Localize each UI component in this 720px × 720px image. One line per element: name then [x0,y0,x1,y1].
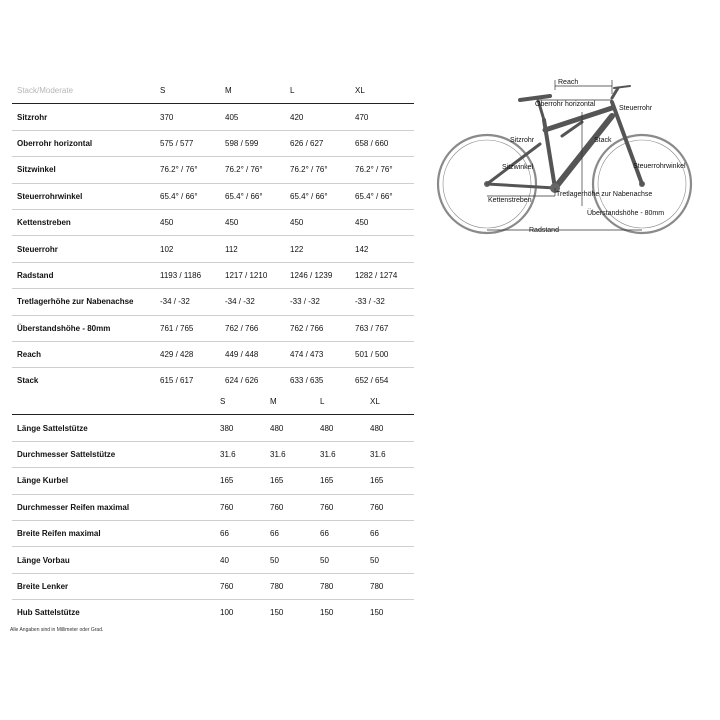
header-size: XL [350,78,414,104]
header-size: XL [365,389,414,415]
table-row [12,183,414,209]
cell-value: 762 / 766 [220,315,285,341]
table-row [12,341,414,367]
label-radstand: Radstand [529,227,559,234]
cell-value: 100 [220,608,234,618]
cell-value: 142 [350,236,414,262]
header-size: L [285,78,350,104]
cell-value: 150 [370,608,384,618]
cell-value: 575 / 577 [155,130,220,156]
cell-value: 760 [265,494,315,520]
cell-value: 165 [365,468,414,494]
cell-value: 1282 / 1274 [350,262,414,288]
row-label: Länge Kurbel [12,468,215,494]
cell-value: 450 [285,209,350,235]
table-row [12,415,414,441]
row-label: Sitzwinkel [12,157,155,183]
table-row [12,547,414,573]
cell-value: 501 / 500 [350,341,414,367]
cell-value: 50 [315,547,365,573]
cell-value: 780 [265,573,315,599]
label-stack: Stack [594,137,612,144]
row-label: Durchmesser Reifen maximal [12,494,215,520]
cell-value: -33 / -32 [285,289,350,315]
geometry-table [12,78,414,394]
cell-value: 66 [365,520,414,546]
cell-value: 760 [315,494,365,520]
label-reach: Reach [558,79,579,86]
row-label: Breite Lenker [12,573,215,599]
table-row [12,289,414,315]
cell-value: 420 [285,104,350,130]
cell-value: 65.4° / 66° [285,183,350,209]
row-label: Hub Sattelstütze [17,608,80,618]
cell-value: 66 [315,520,365,546]
cell-value: 66 [265,520,315,546]
row-label: Durchmesser Sattelstütze [12,441,215,467]
row-label: Steuerrohr [12,236,155,262]
cell-value: 31.6 [365,441,414,467]
cell-value: 615 / 617 [160,376,194,386]
row-label: Länge Sattelstütze [12,415,215,441]
cell-value: 474 / 473 [285,341,350,367]
cell-value: 150 [270,608,284,618]
cell-value: 50 [265,547,315,573]
cell-value: 658 / 660 [350,130,414,156]
cell-value: 405 [220,104,285,130]
cell-value: 40 [215,547,265,573]
cell-value: 102 [155,236,220,262]
header-size: S [155,78,220,104]
label-kettenstreben: Kettenstreben [488,197,532,204]
cell-value: 122 [285,236,350,262]
table-header-row [12,78,414,104]
cell-value: 165 [315,468,365,494]
bike-geometry-diagram [432,72,704,242]
label-tretlager: Tretlagerhöhe zur Nabenachse [556,191,653,198]
cell-value: 449 / 448 [220,341,285,367]
cell-value: 633 / 635 [290,376,324,386]
cell-value: 780 [365,573,414,599]
table-header-row [12,389,414,415]
cell-value: 598 / 599 [220,130,285,156]
row-label: Breite Reifen maximal [12,520,215,546]
table-row [12,104,414,130]
cell-value: 626 / 627 [285,130,350,156]
cell-value: -33 / -32 [350,289,414,315]
row-label: Radstand [12,262,155,288]
cell-value: 165 [215,468,265,494]
cell-value: 65.4° / 66° [350,183,414,209]
cell-value: -34 / -32 [220,289,285,315]
row-label: Tretlagerhöhe zur Nabenachse [12,289,155,315]
label-sitzwinkel: Sitzwinkel [502,164,534,171]
cell-value: 76.2° / 76° [350,157,414,183]
cell-value: 31.6 [265,441,315,467]
row-label: Sitzrohr [12,104,155,130]
table-row [12,573,414,599]
cell-value: 429 / 428 [155,341,220,367]
header-label: Stack/Moderate [12,78,155,104]
cell-value: 1246 / 1239 [285,262,350,288]
cell-value: 762 / 766 [285,315,350,341]
table-row [12,441,414,467]
cell-value: 66 [215,520,265,546]
header-size: S [215,389,265,415]
row-label: Überstandshöhe - 80mm [12,315,155,341]
table-row [12,468,414,494]
cell-value: 31.6 [315,441,365,467]
row-label: Länge Vorbau [12,547,215,573]
cell-value: 450 [220,209,285,235]
cell-value: 380 [215,415,265,441]
cell-value: 761 / 765 [155,315,220,341]
cell-value: 652 / 654 [355,376,389,386]
row-label: Steuerrohrwinkel [12,183,155,209]
cell-value: 76.2° / 76° [155,157,220,183]
cell-value: 50 [365,547,414,573]
cell-value: -34 / -32 [155,289,220,315]
cell-value: 1217 / 1210 [220,262,285,288]
label-steuerrohr: Steuerrohr [619,105,653,112]
table-row [12,236,414,262]
cell-value: 370 [155,104,220,130]
cell-value: 150 [320,608,334,618]
cell-value: 624 / 626 [225,376,259,386]
cell-value: 65.4° / 66° [155,183,220,209]
components-table [12,389,414,626]
cell-value: 31.6 [215,441,265,467]
header-label [12,389,215,415]
table-row [12,130,414,156]
cell-value: 76.2° / 76° [220,157,285,183]
label-oberrohr: Oberrohr horizontal [535,101,596,108]
row-label: Oberrohr horizontal [12,130,155,156]
cell-value: 112 [220,236,285,262]
table-row [12,315,414,341]
row-label: Kettenstreben [12,209,155,235]
cell-value: 760 [365,494,414,520]
cell-value: 165 [265,468,315,494]
table-row [12,520,414,546]
cell-value: 470 [350,104,414,130]
table-row [12,157,414,183]
table-row [12,209,414,235]
table-row [12,262,414,288]
footnote: Alle Angaben sind in Millimeter oder Grad. [10,627,104,633]
cell-value: 780 [315,573,365,599]
label-sitzrohr: Sitzrohr [510,137,535,144]
row-label: Stack [17,376,39,386]
cell-value: 763 / 767 [350,315,414,341]
header-size: L [315,389,365,415]
cell-value: 65.4° / 66° [220,183,285,209]
cell-value: 480 [265,415,315,441]
cell-value: 450 [155,209,220,235]
row-label: Reach [12,341,155,367]
table-row [12,494,414,520]
header-size: M [265,389,315,415]
cell-value: 1193 / 1186 [155,262,220,288]
cell-value: 76.2° / 76° [285,157,350,183]
cell-value: 450 [350,209,414,235]
label-steuerrohrwinkel: Steuerrohrwinkel [633,163,686,170]
cell-value: 760 [215,494,265,520]
cell-value: 480 [315,415,365,441]
header-size: M [220,78,285,104]
label-ueberstand: Überstandshöhe - 80mm [587,210,665,217]
cell-value: 760 [215,573,265,599]
table-row [12,600,414,626]
cell-value: 480 [365,415,414,441]
